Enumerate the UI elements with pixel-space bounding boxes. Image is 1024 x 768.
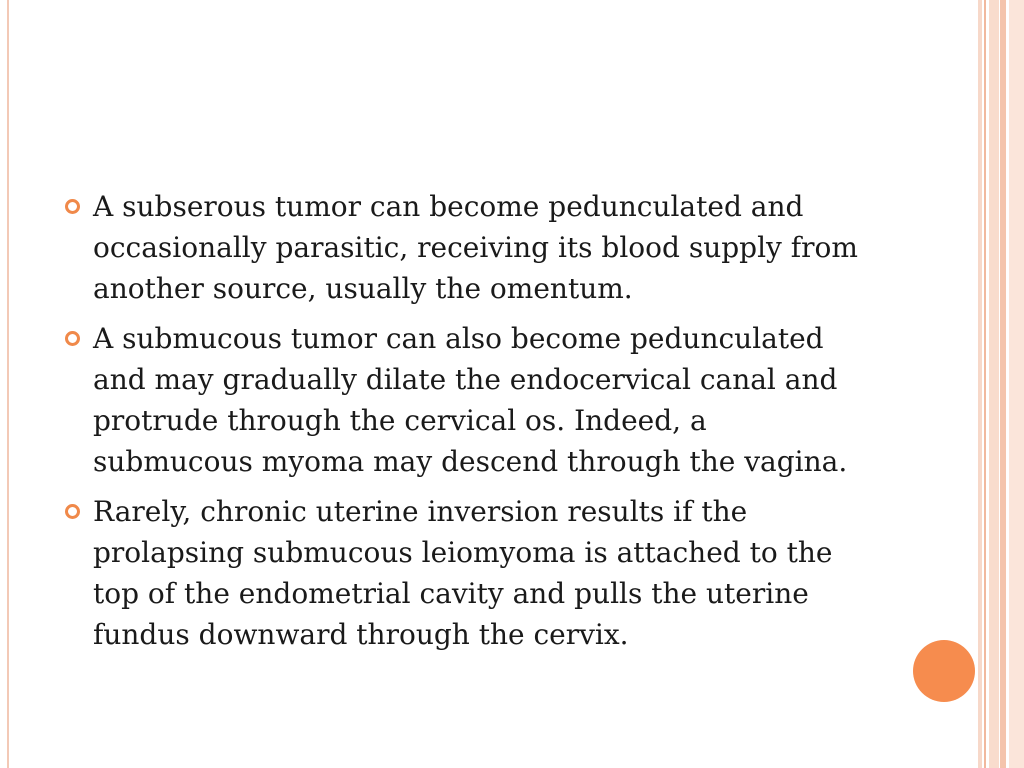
bullet-list: [60, 186, 860, 655]
bullet-text-3: Rarely, chronic uterine inversion results if the prolapsing submucous leiomyoma is attached to the top of the endometrial cavity and pulls the uterine fundus downward through the cervix.: [93, 495, 833, 651]
ring-bullet-icon: [65, 331, 80, 346]
bullet-item-1: [60, 186, 860, 309]
bullet-item-2: [60, 318, 860, 482]
left-border-line: [7, 0, 9, 768]
bullet-text-2: A submucous tumor can also become pedunculated and may gradually dilate the endocervical canal and protrude through the cervical os. Indeed, a submucous myoma may descend through the vagina.: [93, 322, 848, 478]
right-stripe-2: [984, 0, 986, 768]
bullet-item-3: [60, 491, 860, 655]
slide-body: [60, 186, 860, 664]
ring-bullet-icon: [65, 504, 80, 519]
right-stripe-5: [1009, 0, 1024, 768]
right-stripe-1: [978, 0, 982, 768]
right-stripe-4: [1000, 0, 1006, 768]
orange-circle-decoration: [913, 640, 975, 702]
bullet-text-1: A subserous tumor can become pedunculated and occasionally parasitic, receiving its blood supply from another source, usually the omentum.: [93, 190, 858, 305]
ring-bullet-icon: [65, 199, 80, 214]
right-stripe-3: [989, 0, 999, 768]
